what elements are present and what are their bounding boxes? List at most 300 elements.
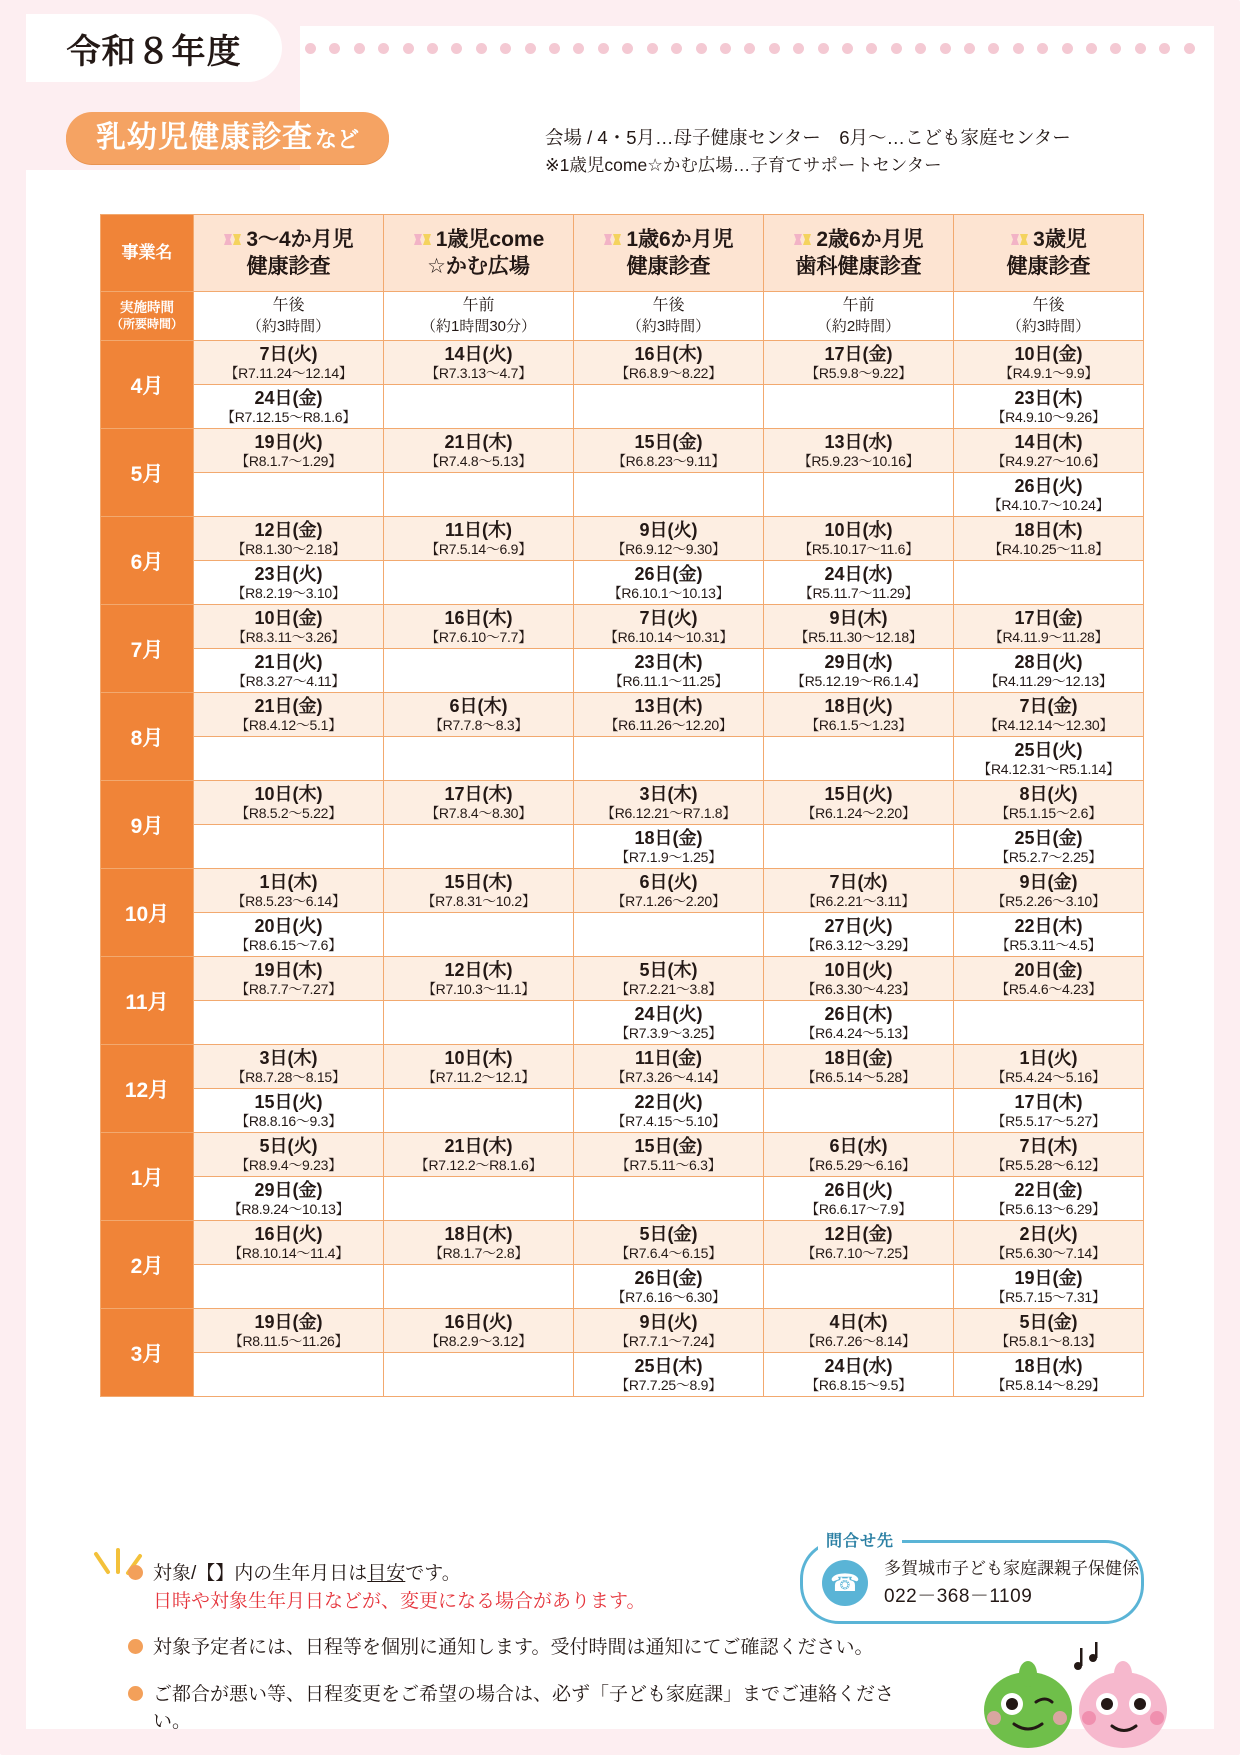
schedule-cell	[954, 1353, 1144, 1397]
table-row	[101, 1089, 1144, 1133]
schedule-birth-range: 【R8.2.19～3.10】	[231, 584, 346, 601]
schedule-cell	[574, 825, 764, 869]
schedule-birth-range: 【R5.12.19～R6.1.4】	[791, 672, 926, 689]
schedule-date: 9日(火)	[639, 1311, 698, 1332]
table-header-row-times	[101, 292, 1144, 341]
schedule-birth-range: 【R8.10.14～11.4】	[228, 1244, 349, 1261]
table-row	[101, 913, 1144, 957]
schedule-cell-empty	[194, 1001, 384, 1045]
schedule-cell	[954, 869, 1144, 913]
schedule-date: 12日(金)	[824, 1223, 893, 1244]
program-name-line2: 健康診査	[626, 255, 711, 278]
schedule-birth-range: 【R4.9.1～9.9】	[998, 364, 1099, 381]
table-row	[101, 737, 1144, 781]
schedule-date: 15日(火)	[254, 1091, 323, 1112]
schedule-date: 7日(木)	[1019, 1135, 1078, 1156]
month-cell-3: 6月	[101, 517, 194, 605]
schedule-cell-empty	[764, 737, 954, 781]
table-row	[101, 693, 1144, 737]
schedule-date: 6日(水)	[829, 1135, 888, 1156]
schedule-cell	[574, 649, 764, 693]
schedule-birth-range: 【R5.9.23～10.16】	[797, 452, 920, 469]
schedule-cell	[384, 781, 574, 825]
schedule-cell	[764, 1001, 954, 1045]
schedule-date: 5日(木)	[639, 959, 698, 980]
schedule-date: 18日(木)	[1014, 519, 1083, 540]
schedule-cell-empty	[384, 1001, 574, 1045]
schedule-birth-range: 【R7.2.21～3.8】	[615, 980, 722, 997]
schedule-cell-empty	[574, 737, 764, 781]
time-main: 午後	[272, 296, 305, 314]
schedule-date: 22日(金)	[1014, 1179, 1083, 1200]
schedule-cell	[764, 1045, 954, 1089]
note-line1: ご都合が悪い等、日程変更をご希望の場合は、必ず「子ども家庭課」までご連絡ください。	[153, 1683, 895, 1733]
schedule-cell	[384, 429, 574, 473]
schedule-birth-range: 【R7.4.8～5.13】	[425, 452, 532, 469]
schedule-date: 13日(木)	[634, 695, 703, 716]
schedule-date: 24日(水)	[824, 1355, 893, 1376]
telephone-icon: ☎	[822, 1560, 868, 1606]
schedule-date: 20日(火)	[254, 915, 323, 936]
month-cell-9: 12月	[101, 1045, 194, 1133]
schedule-date: 16日(木)	[444, 607, 513, 628]
schedule-birth-range: 【R7.7.8～8.3】	[428, 716, 529, 733]
schedule-cell	[574, 517, 764, 561]
schedule-birth-range: 【R4.12.31～R5.1.14】	[977, 760, 1120, 777]
time-main: 午前	[462, 296, 495, 314]
schedule-date: 6日(木)	[449, 695, 508, 716]
schedule-date: 18日(火)	[824, 695, 893, 716]
table-row	[101, 605, 1144, 649]
schedule-date: 18日(水)	[1014, 1355, 1083, 1376]
schedule-date: 10日(水)	[824, 519, 893, 540]
table-row	[101, 1221, 1144, 1265]
schedule-date: 10日(木)	[444, 1047, 513, 1068]
schedule-cell	[954, 1177, 1144, 1221]
schedule-date: 2日(火)	[1019, 1223, 1078, 1244]
table-row	[101, 781, 1144, 825]
schedule-cell	[574, 1045, 764, 1089]
table-row	[101, 869, 1144, 913]
time-duration: （約1時間30分）	[420, 317, 537, 335]
month-cell-5: 8月	[101, 693, 194, 781]
schedule-birth-range: 【R4.10.25～11.8】	[988, 540, 1109, 557]
program-name-line1: 2歳6か月児	[764, 226, 953, 253]
schedule-date: 14日(木)	[1014, 431, 1083, 452]
schedule-cell	[194, 869, 384, 913]
schedule-cell	[194, 957, 384, 1001]
schedule-cell	[574, 561, 764, 605]
schedule-cell	[764, 341, 954, 385]
schedule-date: 25日(金)	[1014, 827, 1083, 848]
table-row	[101, 1177, 1144, 1221]
table-row	[101, 649, 1144, 693]
schedule-birth-range: 【R5.4.24～5.16】	[991, 1068, 1106, 1085]
schedule-cell	[574, 781, 764, 825]
schedule-cell-empty	[764, 825, 954, 869]
schedule-cell	[574, 429, 764, 473]
month-cell-6: 9月	[101, 781, 194, 869]
schedule-cell-empty	[384, 913, 574, 957]
ribbon-icon	[603, 232, 623, 247]
schedule-cell	[954, 1089, 1144, 1133]
schedule-birth-range: 【R7.8.4～8.30】	[425, 804, 532, 821]
schedule-birth-range: 【R5.11.7～11.29】	[798, 584, 919, 601]
month-cell-4: 7月	[101, 605, 194, 693]
schedule-date: 25日(木)	[634, 1355, 703, 1376]
schedule-date: 29日(金)	[254, 1179, 323, 1200]
schedule-date: 5日(金)	[1019, 1311, 1078, 1332]
schedule-cell	[194, 1221, 384, 1265]
schedule-date: 1日(木)	[259, 871, 318, 892]
schedule-cell	[194, 693, 384, 737]
schedule-cell-empty	[764, 473, 954, 517]
schedule-birth-range: 【R5.8.1～8.13】	[995, 1332, 1102, 1349]
schedule-date: 10日(金)	[1014, 343, 1083, 364]
footer-note-text	[153, 1681, 898, 1736]
schedule-date: 26日(木)	[824, 1003, 893, 1024]
schedule-birth-range: 【R7.3.26～4.14】	[611, 1068, 726, 1085]
schedule-birth-range: 【R7.11.24～12.14】	[224, 364, 353, 381]
schedule-birth-range: 【R6.7.26～8.14】	[801, 1332, 916, 1349]
mascot-green	[984, 1661, 1072, 1748]
program-name-line2: 健康診査	[1006, 255, 1091, 278]
schedule-birth-range: 【R5.4.6～4.23】	[995, 980, 1102, 997]
note-line1: 対象/【】内の生年月日は目安です。	[153, 1563, 461, 1584]
footer-note-text	[153, 1560, 645, 1615]
mascot-pink	[1079, 1661, 1167, 1748]
dot-decoration	[305, 42, 1195, 54]
schedule-cell-empty	[194, 737, 384, 781]
schedule-cell-empty	[384, 649, 574, 693]
schedule-birth-range: 【R5.10.17～11.6】	[798, 540, 919, 557]
schedule-cell	[954, 781, 1144, 825]
schedule-table	[100, 214, 1144, 1397]
program-name-line2: ☆かむ広場	[427, 255, 530, 278]
schedule-date: 19日(木)	[254, 959, 323, 980]
schedule-date: 19日(金)	[254, 1311, 323, 1332]
schedule-date: 18日(金)	[634, 827, 703, 848]
era-badge	[26, 14, 282, 82]
schedule-cell	[574, 1001, 764, 1045]
schedule-birth-range: 【R6.9.12～9.30】	[611, 540, 726, 557]
schedule-date: 9日(木)	[829, 607, 888, 628]
schedule-cell	[194, 781, 384, 825]
month-cell-2: 5月	[101, 429, 194, 517]
contact-tel: 022－368－1109	[884, 1586, 1033, 1608]
schedule-birth-range: 【R5.1.15～2.6】	[995, 804, 1102, 821]
schedule-cell-empty	[384, 1353, 574, 1397]
schedule-birth-range: 【R8.3.27～4.11】	[231, 672, 346, 689]
schedule-birth-range: 【R6.12.21～R7.1.8】	[601, 804, 736, 821]
era-badge-label: 令和８年度	[66, 32, 242, 71]
ribbon-icon	[1010, 232, 1030, 247]
schedule-date: 24日(火)	[634, 1003, 703, 1024]
schedule-cell	[194, 385, 384, 429]
schedule-date: 1日(火)	[1019, 1047, 1078, 1068]
schedule-cell	[384, 957, 574, 1001]
table-row	[101, 825, 1144, 869]
schedule-birth-range: 【R6.8.9～8.22】	[615, 364, 722, 381]
schedule-date: 18日(木)	[444, 1223, 513, 1244]
month-cell-11: 2月	[101, 1221, 194, 1309]
schedule-cell	[194, 517, 384, 561]
schedule-date: 4日(木)	[829, 1311, 888, 1332]
schedule-cell	[384, 517, 574, 561]
schedule-birth-range: 【R8.4.12～5.1】	[235, 716, 342, 733]
schedule-cell	[194, 649, 384, 693]
schedule-cell	[764, 1133, 954, 1177]
schedule-birth-range: 【R5.5.17～5.27】	[991, 1112, 1106, 1129]
footer-note-1	[128, 1560, 898, 1615]
header-cell-time-label: 実施時間 （所要時間）	[101, 292, 194, 341]
schedule-cell	[954, 1133, 1144, 1177]
schedule-cell	[384, 1309, 574, 1353]
schedule-cell	[384, 341, 574, 385]
program-name-line1: 3歳児	[954, 226, 1143, 253]
schedule-cell-empty	[384, 473, 574, 517]
schedule-cell-empty	[384, 1265, 574, 1309]
schedule-date: 9日(金)	[1019, 871, 1078, 892]
contact-label: 問合せ先	[818, 1528, 902, 1551]
note-warning: 日時や対象生年月日などが、変更になる場合があります。	[153, 1590, 646, 1612]
venue-note	[545, 124, 1175, 179]
schedule-birth-range: 【R4.9.27～10.6】	[991, 452, 1106, 469]
table-row	[101, 429, 1144, 473]
schedule-cell	[574, 1309, 764, 1353]
schedule-birth-range: 【R7.12.15～R8.1.6】	[221, 408, 356, 425]
venue-note-line2: ※1歳児come☆かむ広場…子育てサポートセンター	[545, 155, 942, 176]
month-cell-10: 1月	[101, 1133, 194, 1221]
schedule-cell	[574, 341, 764, 385]
schedule-birth-range: 【R7.12.2～R8.1.6】	[414, 1156, 543, 1173]
venue-note-line1: 会場 / 4・5月…母子健康センター 6月～…こども家庭センター	[545, 127, 1071, 148]
schedule-date: 7日(金)	[1019, 695, 1078, 716]
schedule-birth-range: 【R5.6.13～6.29】	[991, 1200, 1106, 1217]
schedule-date: 15日(木)	[444, 871, 513, 892]
schedule-cell-empty	[384, 825, 574, 869]
schedule-cell	[954, 1309, 1144, 1353]
schedule-birth-range: 【R8.1.7～2.8】	[428, 1244, 529, 1261]
schedule-cell	[574, 1265, 764, 1309]
schedule-cell	[954, 341, 1144, 385]
schedule-date: 15日(金)	[634, 431, 703, 452]
music-note-icon	[1074, 1642, 1098, 1670]
schedule-birth-range: 【R7.4.15～5.10】	[611, 1112, 726, 1129]
schedule-birth-range: 【R8.1.30～2.18】	[231, 540, 346, 557]
schedule-birth-range: 【R8.8.16～9.3】	[235, 1112, 342, 1129]
schedule-cell	[764, 517, 954, 561]
schedule-birth-range: 【R7.1.26～2.20】	[611, 892, 726, 909]
schedule-date: 15日(金)	[634, 1135, 703, 1156]
schedule-date: 6日(火)	[639, 871, 698, 892]
schedule-birth-range: 【R5.9.8～9.22】	[805, 364, 912, 381]
schedule-cell	[574, 1133, 764, 1177]
schedule-cell-empty	[574, 913, 764, 957]
schedule-date: 16日(木)	[634, 343, 703, 364]
schedule-date: 15日(火)	[824, 783, 893, 804]
schedule-cell	[194, 913, 384, 957]
schedule-birth-range: 【R7.6.10～7.7】	[425, 628, 532, 645]
schedule-date: 5日(金)	[639, 1223, 698, 1244]
schedule-table-wrap	[100, 214, 1143, 1397]
schedule-birth-range: 【R6.1.5～1.23】	[805, 716, 912, 733]
schedule-birth-range: 【R8.1.7～1.29】	[235, 452, 342, 469]
schedule-date: 23日(木)	[1014, 387, 1083, 408]
header-cell-program-5	[954, 215, 1144, 292]
schedule-birth-range: 【R4.11.9～11.28】	[988, 628, 1109, 645]
time-main: 午前	[842, 296, 875, 314]
schedule-birth-range: 【R7.7.25～8.9】	[615, 1376, 722, 1393]
schedule-date: 5日(火)	[259, 1135, 318, 1156]
schedule-date: 10日(木)	[254, 783, 323, 804]
schedule-birth-range: 【R7.5.11～6.3】	[615, 1156, 722, 1173]
contact-text	[884, 1556, 1139, 1612]
month-cell-12: 3月	[101, 1309, 194, 1397]
schedule-date: 17日(金)	[824, 343, 893, 364]
footer-notes	[128, 1560, 898, 1755]
header-cell-program-label: 事業名	[101, 215, 194, 292]
schedule-date: 22日(木)	[1014, 915, 1083, 936]
schedule-cell-empty	[194, 825, 384, 869]
schedule-date: 21日(金)	[254, 695, 323, 716]
schedule-cell	[764, 957, 954, 1001]
schedule-cell	[764, 649, 954, 693]
schedule-birth-range: 【R6.1.24～2.20】	[801, 804, 916, 821]
schedule-birth-range: 【R6.5.29～6.16】	[801, 1156, 916, 1173]
schedule-birth-range: 【R8.11.5～11.26】	[228, 1332, 349, 1349]
schedule-date: 18日(金)	[824, 1047, 893, 1068]
month-cell-1: 4月	[101, 341, 194, 429]
time-cell-program-5	[954, 292, 1144, 341]
schedule-cell	[764, 693, 954, 737]
schedule-birth-range: 【R4.11.29～12.13】	[984, 672, 1113, 689]
section-title: 乳幼児健康診査	[96, 121, 313, 154]
bullet-icon	[128, 1565, 143, 1580]
schedule-birth-range: 【R7.6.4～6.15】	[615, 1244, 722, 1261]
schedule-cell-empty	[574, 1177, 764, 1221]
schedule-cell	[574, 1353, 764, 1397]
schedule-birth-range: 【R4.12.14～12.30】	[983, 716, 1114, 733]
schedule-birth-range: 【R7.7.1～7.24】	[615, 1332, 722, 1349]
schedule-date: 21日(木)	[444, 1135, 513, 1156]
schedule-cell-empty	[384, 1177, 574, 1221]
schedule-cell	[764, 1309, 954, 1353]
schedule-date: 11日(金)	[634, 1047, 703, 1068]
table-row	[101, 1045, 1144, 1089]
schedule-date: 10日(金)	[254, 607, 323, 628]
table-row	[101, 1353, 1144, 1397]
schedule-cell	[384, 693, 574, 737]
schedule-birth-range: 【R4.10.7～10.24】	[987, 496, 1110, 513]
schedule-birth-range: 【R8.9.24～10.13】	[227, 1200, 350, 1217]
time-main: 午後	[1032, 296, 1065, 314]
schedule-cell	[954, 737, 1144, 781]
schedule-cell	[384, 1133, 574, 1177]
schedule-date: 7日(火)	[639, 607, 698, 628]
ribbon-icon	[223, 232, 243, 247]
time-cell-program-2	[384, 292, 574, 341]
schedule-cell	[194, 1177, 384, 1221]
schedule-birth-range: 【R5.6.30～7.14】	[991, 1244, 1106, 1261]
footer-note-text	[153, 1634, 873, 1662]
schedule-date: 28日(火)	[1014, 651, 1083, 672]
footer-note-3	[128, 1681, 898, 1736]
schedule-birth-range: 【R5.5.28～6.12】	[991, 1156, 1106, 1173]
table-row	[101, 385, 1144, 429]
schedule-date: 21日(火)	[254, 651, 323, 672]
schedule-birth-range: 【R6.8.15～9.5】	[805, 1376, 912, 1393]
schedule-cell-empty	[194, 1353, 384, 1397]
schedule-birth-range: 【R7.5.14～6.9】	[425, 540, 532, 557]
schedule-cell	[954, 1265, 1144, 1309]
schedule-date: 12日(木)	[444, 959, 513, 980]
schedule-birth-range: 【R5.2.26～3.10】	[991, 892, 1106, 909]
schedule-cell	[194, 561, 384, 605]
schedule-date: 13日(水)	[824, 431, 893, 452]
month-cell-7: 10月	[101, 869, 194, 957]
time-duration: （約3時間）	[1006, 317, 1091, 335]
program-name-line1: 1歳児come	[384, 226, 573, 253]
schedule-date: 9日(火)	[639, 519, 698, 540]
schedule-cell	[194, 341, 384, 385]
table-row	[101, 1001, 1144, 1045]
schedule-cell	[384, 1045, 574, 1089]
schedule-birth-range: 【R6.10.14～10.31】	[603, 628, 734, 645]
schedule-cell	[574, 869, 764, 913]
schedule-cell	[764, 1221, 954, 1265]
schedule-cell	[764, 913, 954, 957]
schedule-date: 7日(水)	[829, 871, 888, 892]
schedule-cell-empty	[764, 1089, 954, 1133]
time-main: 午後	[652, 296, 685, 314]
schedule-date: 16日(火)	[254, 1223, 323, 1244]
schedule-cell	[194, 429, 384, 473]
schedule-birth-range: 【R8.2.9～3.12】	[425, 1332, 532, 1349]
schedule-cell-empty	[954, 1001, 1144, 1045]
schedule-cell-empty	[764, 385, 954, 429]
schedule-cell	[764, 1353, 954, 1397]
table-row	[101, 1309, 1144, 1353]
program-name-line2: 健康診査	[246, 255, 331, 278]
schedule-date: 7日(火)	[259, 343, 318, 364]
schedule-birth-range: 【R5.3.11～4.5】	[995, 936, 1102, 953]
schedule-date: 12日(金)	[254, 519, 323, 540]
schedule-cell	[764, 781, 954, 825]
schedule-birth-range: 【R6.3.12～3.29】	[801, 936, 916, 953]
table-row	[101, 957, 1144, 1001]
schedule-cell	[764, 1177, 954, 1221]
schedule-cell-empty	[574, 473, 764, 517]
schedule-cell	[764, 429, 954, 473]
schedule-date: 21日(木)	[444, 431, 513, 452]
schedule-cell-empty	[954, 561, 1144, 605]
table-row	[101, 1133, 1144, 1177]
schedule-date: 22日(火)	[634, 1091, 703, 1112]
schedule-date: 23日(火)	[254, 563, 323, 584]
time-duration: （約3時間）	[626, 317, 711, 335]
table-row	[101, 517, 1144, 561]
schedule-cell	[954, 429, 1144, 473]
schedule-cell	[574, 1089, 764, 1133]
schedule-birth-range: 【R7.11.2～12.1】	[421, 1068, 536, 1085]
schedule-birth-range: 【R6.11.26～12.20】	[604, 716, 733, 733]
schedule-birth-range: 【R7.3.9～3.25】	[615, 1024, 722, 1041]
bullet-icon	[128, 1686, 143, 1701]
note-line1: 対象予定者には、日程等を個別に通知します。受付時間は通知にてご確認ください。	[153, 1637, 874, 1659]
schedule-date: 17日(金)	[1014, 607, 1083, 628]
schedule-cell	[384, 605, 574, 649]
